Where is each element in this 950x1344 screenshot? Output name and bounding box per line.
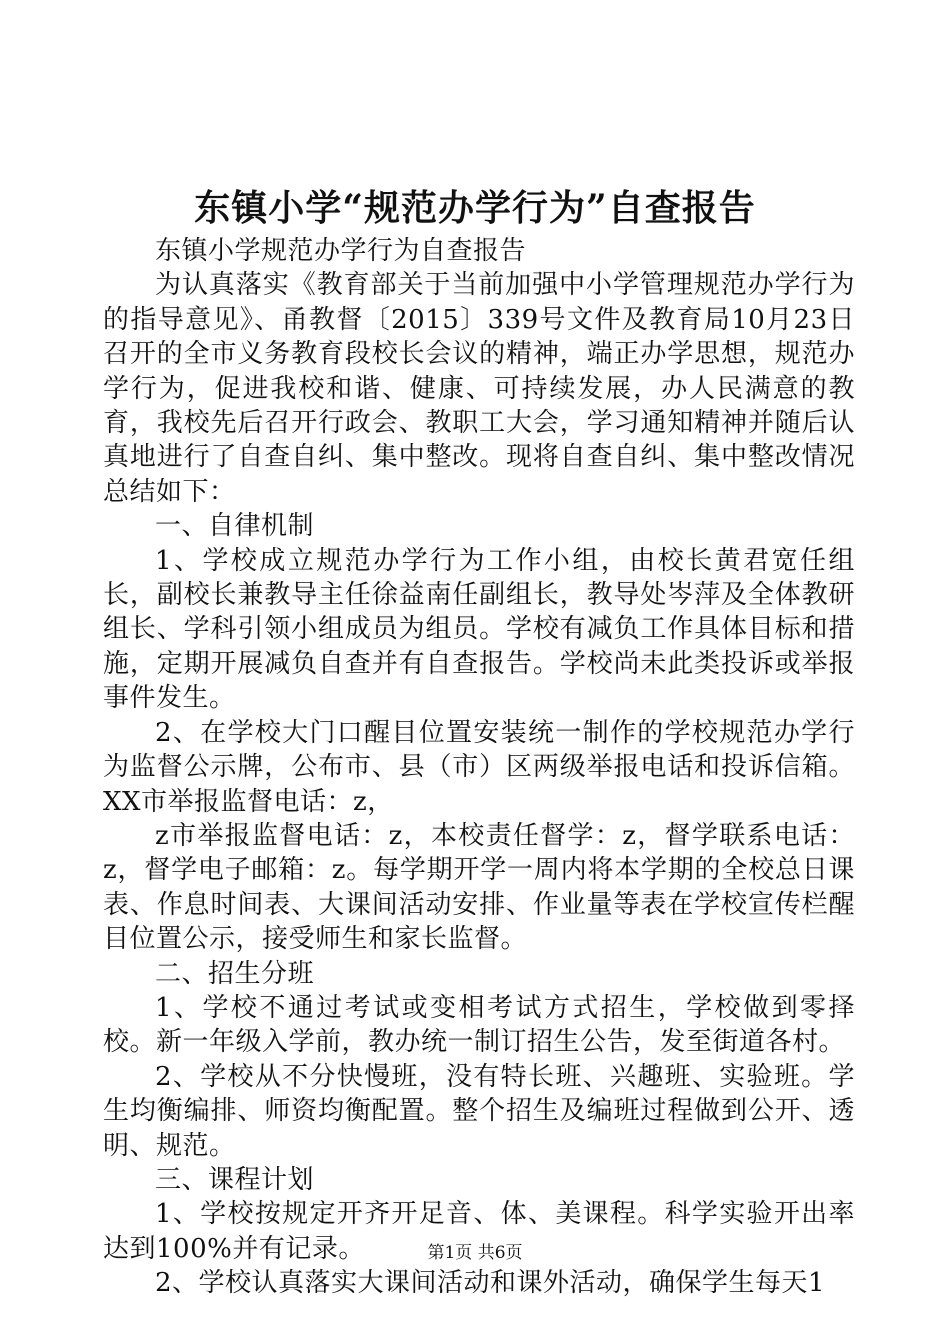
paragraph-intro: 为认真落实《教育部关于当前加强中小学管理规范办学行为的指导意见》、甬教督〔2015〕339号文件及教育局10月23日召开的全市义务教育段校长会议的精神，端正办学思想，规范办学行为，促进我校和谐、健康、可持续发展，办人民满意的教育，我校先后召开行政会、教职工大会，学习通知精神并随后认真地进行了自查自纠、集中整改。现将自查自纠、集中整改情况总结如下： bbox=[103, 270, 855, 507]
section-heading-curriculum: 三、课程计划 bbox=[155, 1164, 315, 1195]
section-heading-self-discipline: 一、自律机制 bbox=[155, 511, 315, 542]
paragraph: z市举报监督电话：z，本校责任督学：z，督学联系电话：z，督学电子邮箱：z。每学期开学一周内将本学期的全校总日课表、作息时间表、大课间活动安排、作业量等表在学校宣传栏醒目位置公示，接受师生和家长监督。 bbox=[103, 820, 855, 955]
paragraph-subtitle: 东镇小学规范办学行为自查报告 bbox=[155, 236, 527, 266]
paragraph: 1、学校成立规范办学行为工作小组，由校长黄君宽任组长，副校长兼教导主任徐益南任副组长，教导处岑萍及全体教研组长、学科引领小组成员为组员。学校有减负工作具体目标和措施，定期开展减负自查并有自查报告。学校尚未此类投诉或举报事件发生。 bbox=[103, 545, 855, 714]
paragraph: 1、学校按规定开齐开足音、体、美课程。科学实验开出率达到100%并有记录。 bbox=[103, 1199, 855, 1264]
paragraph: 2、学校认真落实大课间活动和课外活动，确保学生每天1 bbox=[155, 1268, 826, 1299]
paragraph: 2、在学校大门口醒目位置安装统一制作的学校规范办学行为监督公示牌，公布市、县（市）区两级举报电话和投诉信箱。XX市举报监督电话：z， bbox=[103, 717, 855, 817]
paragraph: 2、学校从不分快慢班，没有特长班、兴趣班、实验班。学生均衡编排、师资均衡配置。整个招生及编班过程做到公开、透明、规范。 bbox=[103, 1061, 855, 1161]
document-body bbox=[103, 234, 855, 1301]
page-number-footer: 第1页 共6页 bbox=[427, 1243, 523, 1263]
document-title: 东镇小学“规范办学行为”自查报告 bbox=[194, 187, 756, 229]
section-heading-enrollment: 二、招生分班 bbox=[155, 958, 315, 989]
paragraph: 1、学校不通过考试或变相考试方式招生，学校做到零择校。新一年级入学前，教办统一制订招生公告，发至街道各村。 bbox=[103, 992, 855, 1058]
